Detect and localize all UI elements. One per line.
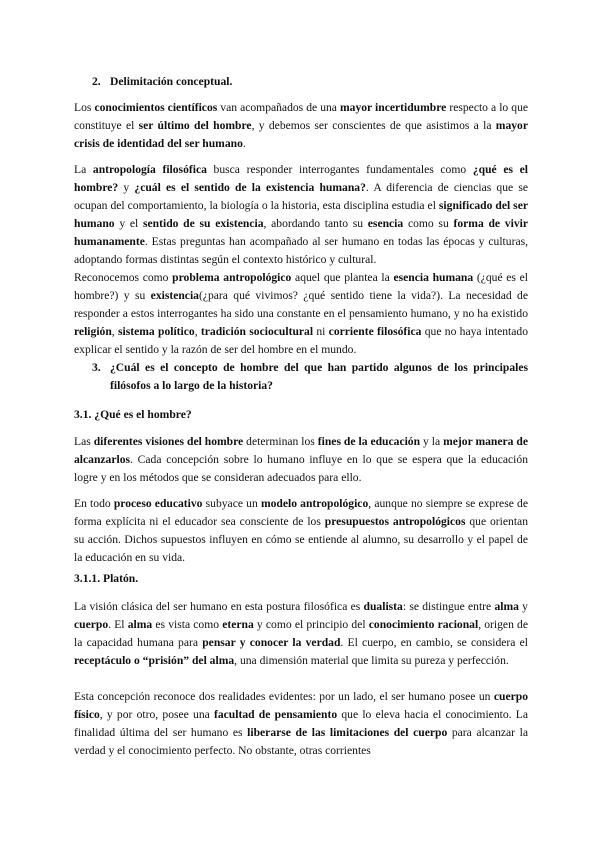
text-run: ni <box>313 325 329 338</box>
text-run: Esta concepción reconoce dos realidades evidentes: por un lado, el ser humano posee un <box>74 690 494 703</box>
bold-phrase: alma <box>127 618 153 631</box>
text-run: como su <box>403 217 454 230</box>
bold-phrase: ¿qué es el hombre? <box>74 163 528 194</box>
text-run: La <box>74 163 93 176</box>
bold-phrase: mayor incertidumbre <box>340 101 447 114</box>
text-run: aquel que plantea la <box>291 271 394 284</box>
text-run: van acompañados de una <box>217 101 340 114</box>
bold-phrase: tradición sociocultural <box>200 325 314 338</box>
paragraph <box>74 269 528 359</box>
text-run: que no haya intentado explicar el sentido y la razón de ser del hombre en el mundo. <box>74 325 529 356</box>
bold-phrase: religión <box>74 325 112 338</box>
paragraph <box>74 688 528 760</box>
text-run: para alcanzar la verdad y el conocimiento perfecto. No obstante, otras corrientes <box>74 726 528 757</box>
text-run: y la <box>420 435 444 448</box>
text-run: subyace un <box>202 497 261 510</box>
text-run: que orientan su acción. Dichos supuestos influyen en cómo se entiende al alumno, su desarrollo y el papel de la educación en su vida. <box>74 515 528 564</box>
paragraph <box>74 495 528 567</box>
paragraph <box>74 99 528 153</box>
text-run: que lo eleva hacia el conocimiento. La finalidad última del ser humano es <box>74 708 528 739</box>
text-run: es vista como <box>152 618 223 631</box>
bold-phrase: dualista <box>363 600 403 613</box>
bold-phrase: alma <box>494 600 519 613</box>
section-title: Delimitación conceptual. <box>110 75 233 88</box>
paragraph <box>74 433 528 487</box>
text-run: . Cada concepción sobre lo humano influye en lo que se espera que la educación logre y en los métodos que se consideran adecuados para ello. <box>74 453 528 484</box>
section-3-heading <box>92 359 528 395</box>
bold-phrase: eterna <box>222 618 254 631</box>
section-number: 3. <box>92 361 101 374</box>
text-run: . El cuerpo, en cambio, se considera el <box>340 636 528 649</box>
bold-phrase: pensar y conocer la verdad <box>202 636 341 649</box>
text-run: : se distingue entre <box>402 600 495 613</box>
text-run: . A diferencia de ciencias que se ocupan del comportamiento, la biología o la historia, esta disciplina estudia el <box>74 181 528 212</box>
text-run: , origen de la capacidad humana para <box>74 618 528 649</box>
bold-phrase: sentido de su existencia <box>143 217 264 230</box>
text-run: . <box>242 137 246 150</box>
paragraph <box>74 598 528 670</box>
bold-phrase: ¿cuál es el sentido de la existencia humana? <box>134 181 366 194</box>
text-run: determinan los <box>243 435 318 448</box>
paragraph <box>74 161 528 269</box>
bold-phrase: presupuestos antropológicos <box>324 515 466 528</box>
text-run: , <box>194 325 201 338</box>
bold-phrase: proceso educativo <box>113 497 203 510</box>
bold-phrase: esencia <box>367 217 404 230</box>
text-run: y <box>518 600 528 613</box>
subsection-3-1-heading: 3.1. ¿Qué es el hombre? <box>74 408 192 421</box>
text-run: La visión clásica del ser humano en esta postura filosófica es <box>74 600 364 613</box>
text-run: . Estas preguntas han acompañado al ser humano en todas las épocas y culturas, adoptando formas distintas según el contexto histórico y cultural. <box>74 235 528 266</box>
text-run: , <box>111 325 118 338</box>
bold-phrase: problema antropológico <box>172 271 292 284</box>
text-run: . El <box>108 618 128 631</box>
bold-phrase: facultad de pensamiento <box>214 708 338 721</box>
bold-phrase: mayor crisis de identidad del ser humano <box>74 119 528 150</box>
bold-phrase: cuerpo <box>74 618 109 631</box>
section-number: 2. <box>92 75 101 88</box>
bold-phrase: corriente filosófica <box>328 325 422 338</box>
text-run: y como el principio del <box>253 618 369 631</box>
subsection-3-1-1-heading: 3.1.1. Platón. <box>74 572 139 585</box>
text-run: , abordando tanto su <box>263 217 368 230</box>
bold-phrase: conocimientos científicos <box>94 101 218 114</box>
text-run: respecto a lo que constituye el <box>74 101 529 132</box>
text-run: (¿para qué vivimos? ¿qué sentido tiene la vida?). La necesidad de responder a estos interrogantes ha sido una constante en el pensamiento humano, y no ha existido <box>74 289 528 320</box>
bold-phrase: mejor manera de alcanzarlos <box>74 435 529 466</box>
text-run: Los <box>74 101 95 114</box>
bold-phrase: conocimiento racional <box>368 618 479 631</box>
bold-phrase: diferentes visiones del hombre <box>93 435 244 448</box>
bold-phrase: cuerpo físico <box>74 690 528 721</box>
text-run: y <box>118 181 135 194</box>
text-run: , una dimensión material que limita su pureza y perfección. <box>234 654 509 667</box>
bold-phrase: receptáculo o “prisión” del alma <box>74 654 235 667</box>
bold-phrase: significado del ser humano <box>74 199 528 230</box>
text-run: , y por otro, posee una <box>99 708 214 721</box>
section-2-heading <box>92 73 532 91</box>
text-run: En todo <box>74 497 114 510</box>
text-run: Las <box>74 435 94 448</box>
text-run: y el <box>114 217 143 230</box>
text-run: (¿qué es el hombre?) y su <box>74 271 528 302</box>
text-run: , y debemos ser conscientes de que asistimos a la <box>251 119 496 132</box>
text-run: Reconocemos como <box>74 271 173 284</box>
bold-phrase: ser último del hombre <box>138 119 252 132</box>
bold-phrase: existencia <box>150 289 199 302</box>
bold-phrase: antropología filosófica <box>92 163 207 176</box>
bold-phrase: forma de vivir humanamente <box>74 217 528 248</box>
bold-phrase: sistema político <box>118 325 195 338</box>
section-title: ¿Cuál es el concepto de hombre del que han partido algunos de los principales filósofos a lo largo de la historia? <box>110 361 528 392</box>
bold-phrase: fines de la educación <box>317 435 421 448</box>
text-run: , aunque no siempre se exprese de forma explícita ni el educador sea consciente de los <box>74 497 528 528</box>
bold-phrase: esencia humana <box>393 271 474 284</box>
bold-phrase: liberarse de las limitaciones del cuerpo <box>247 726 448 739</box>
text-run: busca responder interrogantes fundamentales como <box>206 163 473 176</box>
bold-phrase: modelo antropológico <box>260 497 369 510</box>
